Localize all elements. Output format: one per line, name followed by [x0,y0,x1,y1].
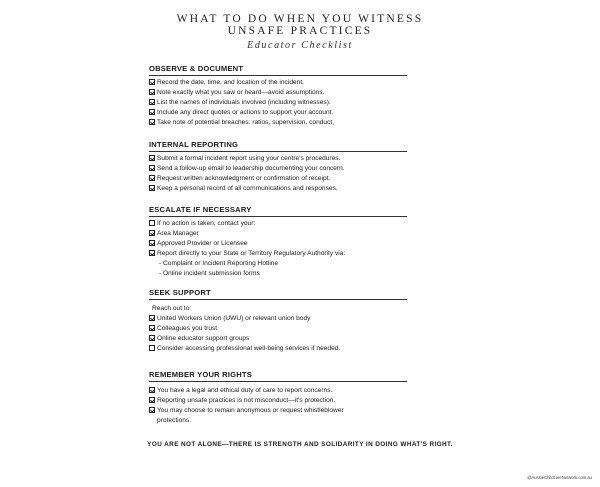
checklist [149,304,407,354]
checklist-item [149,108,407,118]
checklist-item [149,239,407,249]
section-seek-support [149,288,407,354]
checkbox-checked-icon[interactable] [149,175,155,181]
checklist-item [149,344,407,354]
checkbox-checked-icon[interactable] [149,119,155,125]
section-heading: INTERNAL REPORTING [149,140,407,152]
document-title-line-1: WHAT TO DO WHEN YOU WITNESS [176,13,424,25]
section-heading: OBSERVE & DOCUMENT [149,64,407,76]
checkbox-checked-icon[interactable] [149,315,155,321]
checklist-item-label: Send a follow-up email to leadership documenting your concern. [157,165,345,172]
checklist-item-label: You may choose to remain anonymous or request whistleblower protections. [157,407,344,424]
checklist-item [149,219,407,229]
checkbox-checked-icon[interactable] [149,109,155,115]
checklist-item [149,249,407,259]
checklist-item [149,406,379,426]
checklist-item-label: Note exactly what you saw or heard—avoid assumptions. [157,89,325,96]
checklist-item [149,118,407,128]
checklist-item-label: Consider accessing professional well-being services if needed. [157,345,341,352]
checklist-item-label: Record the date, time, and location of the incident. [157,79,304,86]
checklist-item-label: Online educator support groups [157,335,250,342]
checklist-item [149,386,407,396]
checklist [149,78,407,128]
checklist-item-label: Colleagues you trust [157,325,218,332]
document-subtitle: Educator Checklist [247,40,353,51]
checklist [149,386,407,426]
checklist-item [149,229,407,239]
checklist-item-label: Area Manager [157,230,199,237]
checklist-item [149,154,407,164]
section-observe-document [149,64,407,128]
checkbox-checked-icon[interactable] [149,325,155,331]
checklist [149,219,407,279]
checkbox-checked-icon[interactable] [149,240,155,246]
checklist-item [149,324,407,334]
checklist-item-label: Request written acknowledgment or confirmation of receipt. [157,175,331,182]
checklist-item-label: Report directly to your State or Territory Regulatory Authority via: [157,250,346,257]
checklist-item [149,314,407,324]
checklist-item-label: Include any direct quotes or actions to support your account. [157,109,334,116]
checklist-item [149,396,407,406]
checkbox-checked-icon[interactable] [149,335,155,341]
checkbox-checked-icon[interactable] [149,387,155,393]
checklist-item [149,78,407,88]
checklist-item [149,334,407,344]
section-escalate [149,205,407,279]
checklist-item-label: Take note of potential breaches: ratios, supervision, conduct, [157,119,335,126]
checklist-item [149,184,407,194]
checkbox-checked-icon[interactable] [149,397,155,403]
checklist-item-label: You have a legal and ethical duty of care to report concerns. [157,387,333,394]
document-title-line-2: UNSAFE PRACTICES [227,25,373,37]
section-heading: SEEK SUPPORT [149,288,407,300]
checkbox-checked-icon[interactable] [149,99,155,105]
checklist-item-label: Keep a personal record of all communications and responses. [157,185,338,192]
checkbox-checked-icon[interactable] [149,89,155,95]
checkbox-unchecked-icon[interactable] [149,345,155,351]
checkbox-checked-icon[interactable] [149,230,155,236]
closing-statement: YOU ARE NOT ALONE—THERE IS STRENGTH AND SOLIDARITY IN DOING WHAT'S RIGHT. [147,441,453,448]
checklist-item [149,174,407,184]
section-heading: ESCALATE IF NECESSARY [149,205,407,217]
checklist-item-label: If no action is taken, contact your: [157,220,256,227]
checkbox-checked-icon[interactable] [149,165,155,171]
checkbox-checked-icon[interactable] [149,250,155,256]
checklist-intro: Reach out to: [152,305,192,312]
checkbox-checked-icon[interactable] [149,79,155,85]
checklist-item [149,88,407,98]
checklist-item-label: Submit a formal incident report using your centre's procedures. [157,155,341,162]
checklist-item-label: Approved Provider or Licensee [157,240,248,247]
checklist-item-label: United Workers Union (UWU) or relevant union body [157,315,311,322]
checkbox-checked-icon[interactable] [149,155,155,161]
checkbox-checked-icon[interactable] [149,407,155,413]
checkbox-checked-icon[interactable] [149,185,155,191]
section-heading: REMEMBER YOUR RIGHTS [149,370,407,382]
section-remember-rights [149,370,407,426]
checklist-item [149,98,407,108]
checklist-subitem: - Online incident submission forms [159,270,260,277]
section-internal-reporting [149,140,407,194]
checklist [149,154,407,194]
checkbox-unchecked-icon[interactable] [149,220,155,226]
source-credit: @AussieChildcareNetwork.com.au [527,475,592,480]
checklist-item-label: List the names of individuals involved (including witnesses). [157,99,331,106]
checklist-item [149,164,407,174]
checklist-subitem: - Complaint or Incident Reporting Hotline [159,260,279,267]
checklist-item-label: Reporting unsafe practices is not misconduct—it's protection. [157,397,336,404]
